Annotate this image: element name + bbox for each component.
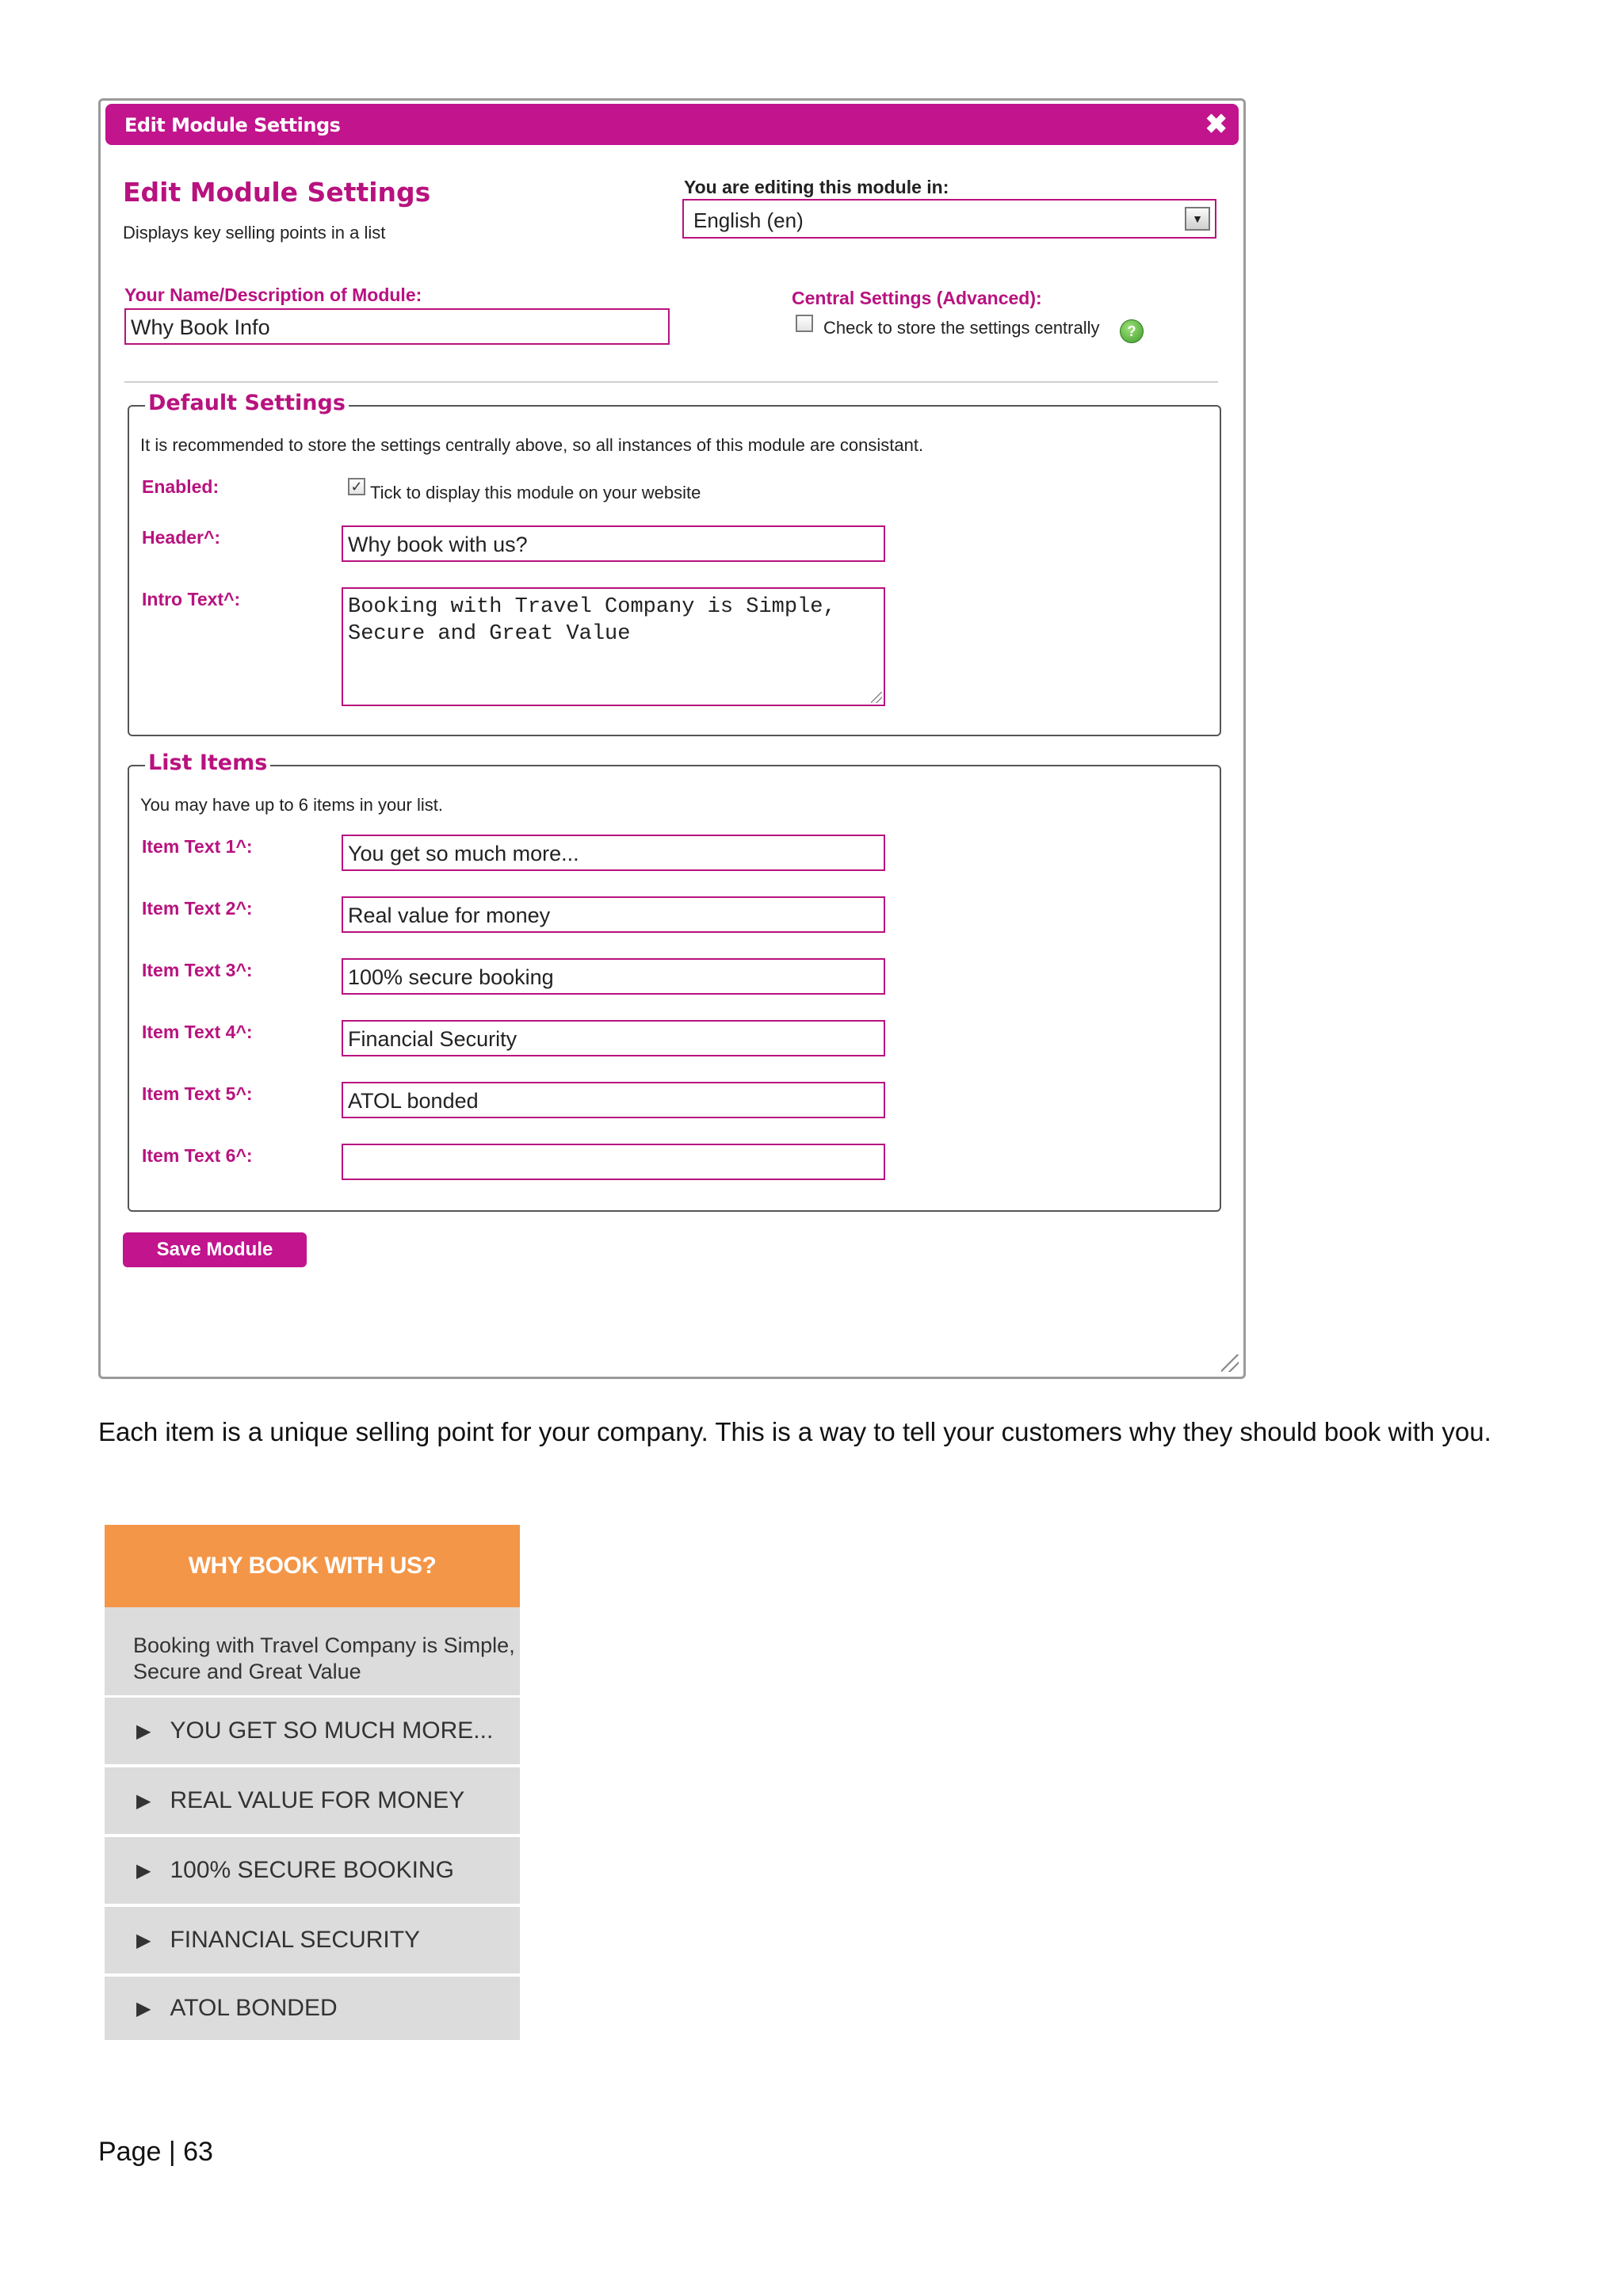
- default-settings-fieldset: [128, 391, 1221, 736]
- list-items-legend: List Items: [145, 751, 270, 775]
- module-description: Displays key selling points in a list: [123, 223, 386, 243]
- module-name-label: Your Name/Description of Module:: [124, 285, 422, 305]
- widget-list-item: [105, 1837, 520, 1907]
- central-settings-checkbox[interactable]: [796, 315, 813, 332]
- intro-textarea[interactable]: [342, 587, 885, 706]
- item-label-4: Item Text 4^:: [142, 1022, 253, 1042]
- item-label-3: Item Text 3^:: [142, 960, 253, 980]
- widget-list-item: [105, 1977, 520, 2040]
- default-settings-note: It is recommended to store the settings centrally above, so all instances of this module are consistant.: [140, 435, 924, 455]
- widget-item-text: REAL VALUE FOR MONEY: [170, 1787, 465, 1813]
- central-settings-text: Check to store the settings centrally: [823, 318, 1100, 338]
- item-value-3: 100% secure booking: [348, 965, 554, 989]
- item-input-1[interactable]: [342, 835, 885, 871]
- triangle-icon: ▶: [136, 1859, 151, 1881]
- widget-item-text: 100% SECURE BOOKING: [170, 1857, 454, 1883]
- language-label: You are editing this module in:: [684, 177, 949, 197]
- dropdown-arrow-icon[interactable]: ▼: [1185, 207, 1210, 231]
- list-items-fieldset: [128, 751, 1221, 1212]
- item-value-1: You get so much more...: [348, 842, 579, 865]
- list-items-note: You may have up to 6 items in your list.: [140, 795, 443, 815]
- item-input-3[interactable]: [342, 958, 885, 995]
- triangle-icon: ▶: [136, 1790, 151, 1812]
- enabled-label: Enabled:: [142, 476, 220, 497]
- dialog-titlebar: [105, 104, 1239, 145]
- widget-list-item: [105, 1698, 520, 1767]
- divider: [124, 381, 1218, 383]
- module-name-value: Why Book Info: [131, 315, 270, 339]
- item-input-6[interactable]: [342, 1144, 885, 1180]
- widget-item-text: ATOL BONDED: [170, 1995, 338, 2021]
- item-label-6: Item Text 6^:: [142, 1145, 253, 1166]
- widget-list-item: [105, 1767, 520, 1837]
- language-select[interactable]: [682, 199, 1216, 239]
- page-number: Page | 63: [98, 2137, 213, 2167]
- intro-label: Intro Text^:: [142, 589, 241, 609]
- item-value-4: Financial Security: [348, 1027, 517, 1051]
- item-input-4[interactable]: [342, 1020, 885, 1056]
- module-name-input[interactable]: [124, 308, 670, 345]
- save-module-button[interactable]: Save Module: [123, 1232, 307, 1267]
- body-paragraph: Each item is a unique selling point for your company. This is a way to tell your customers why they should book with you.: [98, 1417, 1491, 1446]
- item-value-2: Real value for money: [348, 904, 551, 927]
- header-label: Header^:: [142, 527, 221, 548]
- language-value: English (en): [693, 208, 804, 232]
- help-icon[interactable]: ?: [1120, 319, 1144, 343]
- item-input-5[interactable]: [342, 1082, 885, 1118]
- item-label-5: Item Text 5^:: [142, 1083, 253, 1104]
- central-settings-label: Central Settings (Advanced):: [792, 288, 1042, 308]
- intro-value: Booking with Travel Company is Simple, Secure and Great Value: [348, 595, 849, 646]
- dialog-title: Edit Module Settings: [124, 114, 341, 136]
- page-title: Edit Module Settings: [123, 177, 431, 208]
- close-icon[interactable]: ✖: [1205, 109, 1228, 139]
- edit-module-dialog: [98, 98, 1246, 1379]
- item-input-2[interactable]: [342, 896, 885, 933]
- widget-intro: Booking with Travel Company is Simple, Secure and Great Value: [105, 1607, 520, 1698]
- why-book-widget: [105, 1525, 520, 2040]
- triangle-icon: ▶: [136, 1929, 151, 1951]
- enabled-checkbox[interactable]: ✓: [348, 478, 365, 495]
- item-label-2: Item Text 2^:: [142, 898, 253, 919]
- enabled-text: Tick to display this module on your website: [370, 483, 701, 502]
- header-input[interactable]: [342, 525, 885, 562]
- header-value: Why book with us?: [348, 533, 528, 556]
- dialog-resize-grip-icon[interactable]: [1221, 1354, 1239, 1372]
- widget-item-text: YOU GET SO MUCH MORE...: [170, 1717, 494, 1744]
- default-settings-legend: Default Settings: [145, 391, 349, 415]
- item-value-5: ATOL bonded: [348, 1089, 479, 1113]
- resize-grip-icon[interactable]: [871, 692, 882, 703]
- widget-header: WHY BOOK WITH US?: [105, 1525, 520, 1607]
- widget-list-item: [105, 1907, 520, 1977]
- widget-item-text: FINANCIAL SECURITY: [170, 1927, 421, 1953]
- item-label-1: Item Text 1^:: [142, 836, 253, 857]
- triangle-icon: ▶: [136, 1997, 151, 2019]
- triangle-icon: ▶: [136, 1720, 151, 1742]
